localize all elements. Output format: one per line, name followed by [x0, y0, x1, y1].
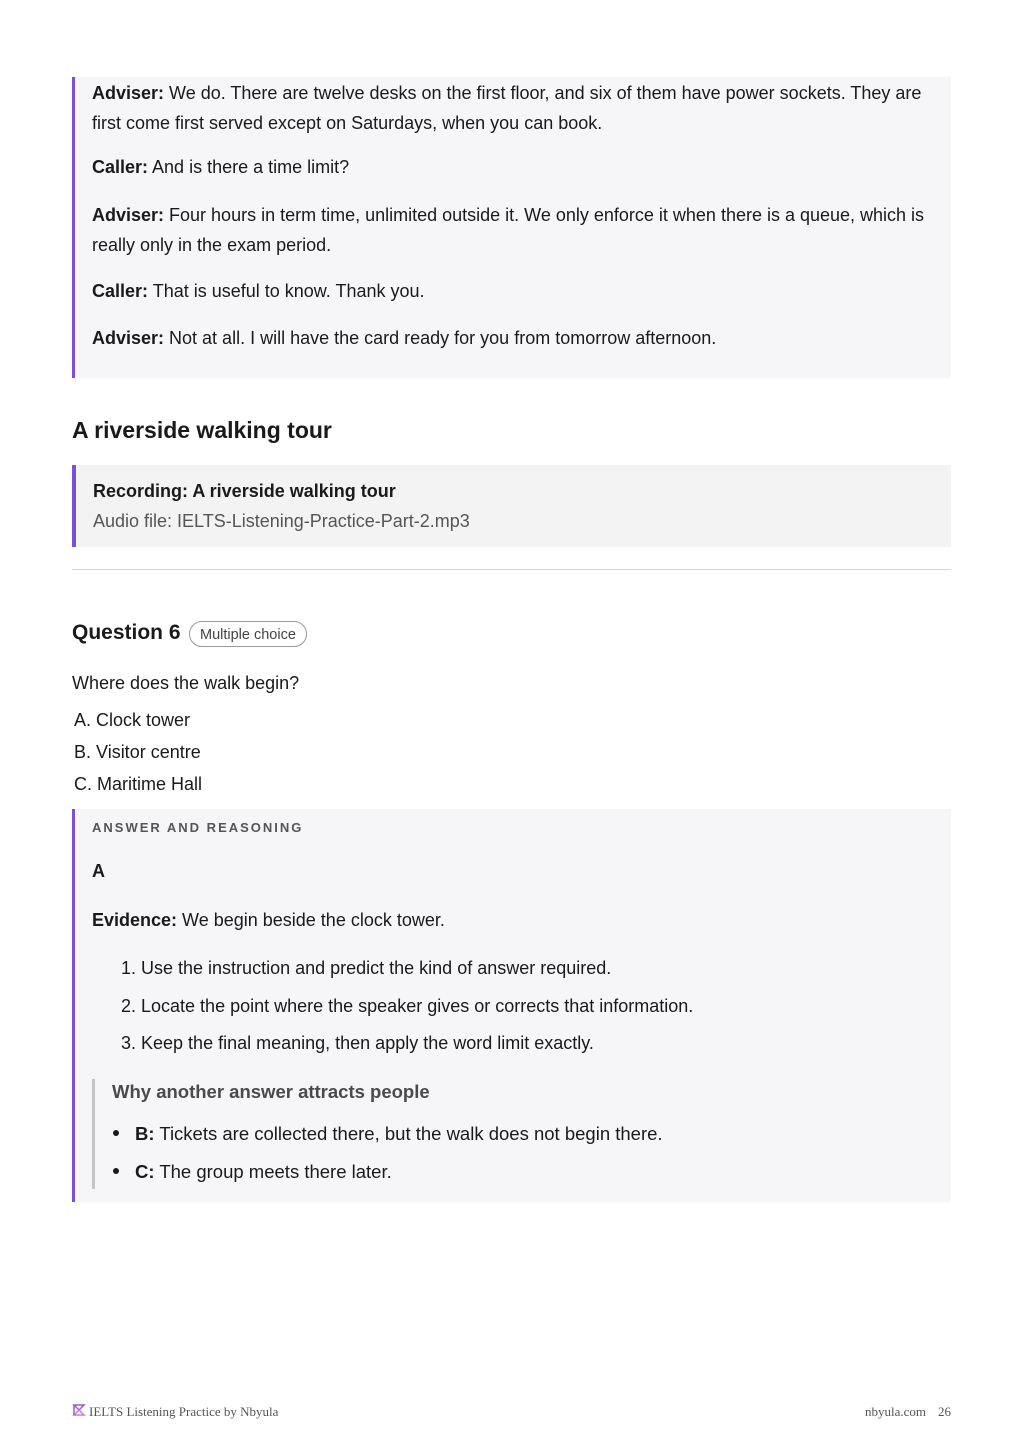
- distractor-letter: B:: [135, 1123, 155, 1144]
- distractor-item: [113, 1159, 392, 1185]
- question-prompt: Where does the walk begin?: [72, 673, 300, 693]
- answer-panel: [72, 809, 951, 1202]
- transcript-turn: [92, 200, 942, 260]
- turn-text: Four hours in term time, unlimited outside it. We only enforce it when there is a queue, which is really only in the exam period.: [92, 205, 925, 255]
- evidence-text: We begin beside the clock tower.: [177, 910, 445, 930]
- answer-label: ANSWER AND REASONING: [92, 820, 304, 835]
- speaker-label: Caller:: [92, 281, 149, 301]
- speaker-label: Adviser:: [92, 328, 165, 348]
- transcript-turn: [92, 152, 942, 182]
- distractor-text: Tickets are collected there, but the walk does not begin there.: [154, 1123, 663, 1144]
- page-number: 26: [938, 1404, 951, 1419]
- step-item: 3. Keep the final meaning, then apply the word limit exactly.: [121, 1033, 594, 1053]
- option-b: B. Visitor centre: [74, 742, 201, 762]
- question-heading: Question 6: [72, 621, 181, 644]
- distractor-title: Why another answer attracts people: [112, 1081, 430, 1102]
- answer-value: A: [92, 861, 105, 881]
- transcript-turn: [92, 78, 942, 138]
- distractor-item: [113, 1121, 663, 1147]
- turn-text: Not at all. I will have the card ready for you from tomorrow afternoon.: [164, 328, 717, 348]
- section-title: A riverside walking tour: [72, 417, 332, 443]
- recording-title: Recording: A riverside walking tour: [93, 481, 396, 501]
- step-item: 1. Use the instruction and predict the kind of answer required.: [121, 958, 612, 978]
- distractor-note: [92, 1079, 932, 1189]
- footer-brand: [72, 1403, 278, 1423]
- footer-site[interactable]: nbyula.com: [864, 1404, 926, 1419]
- speaker-label: Caller:: [92, 157, 149, 177]
- footer-brand-text: IELTS Listening Practice by Nbyula: [89, 1404, 279, 1419]
- bullet-icon: [113, 1130, 119, 1136]
- distractor-text: The group meets there later.: [154, 1161, 392, 1182]
- turn-text: That is useful to know. Thank you.: [148, 281, 425, 301]
- speaker-label: Adviser:: [92, 83, 165, 103]
- step-item: 2. Locate the point where the speaker gives or corrects that information.: [121, 996, 694, 1016]
- recording-box[interactable]: [72, 465, 951, 547]
- divider: [72, 569, 951, 570]
- nbyula-logo-icon: [72, 1403, 86, 1422]
- turn-text: We do. There are twelve desks on the first floor, and six of them have power sockets. They are first come first served except on Saturdays, when you can book.: [92, 83, 922, 133]
- evidence: [92, 907, 445, 933]
- option-a: A. Clock tower: [74, 710, 191, 730]
- question-type-badge: Multiple choice: [189, 621, 307, 647]
- recording-file: Audio file: IELTS-Listening-Practice-Part-2.mp3: [93, 511, 470, 531]
- turn-text: And is there a time limit?: [148, 157, 350, 177]
- bullet-icon: [113, 1168, 119, 1174]
- distractor-letter: C:: [135, 1161, 155, 1182]
- speaker-label: Adviser:: [92, 205, 165, 225]
- transcript-panel: [72, 77, 951, 378]
- option-c: C. Maritime Hall: [74, 774, 203, 794]
- footer-meta: [865, 1403, 951, 1421]
- transcript-turn: [92, 276, 942, 306]
- evidence-label: Evidence:: [92, 910, 178, 930]
- transcript-turn: [92, 323, 942, 353]
